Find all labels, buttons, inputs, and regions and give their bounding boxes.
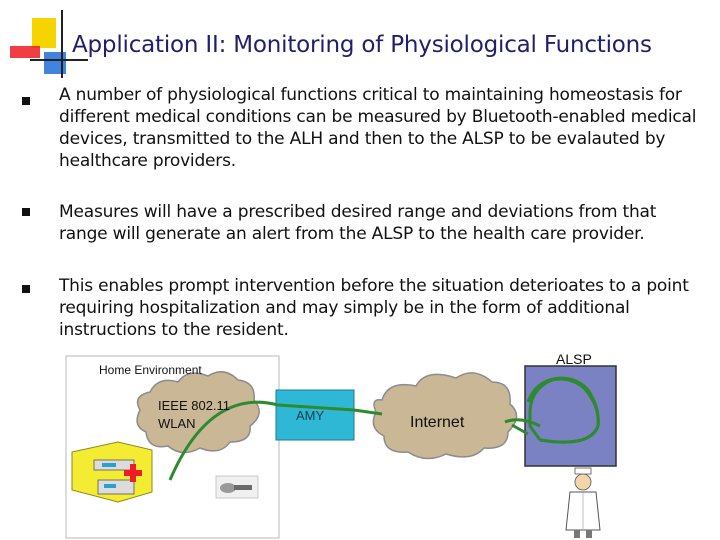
wlan-label-line1: IEEE 802.11 bbox=[158, 398, 231, 413]
alsp-label: ALSP bbox=[556, 351, 592, 367]
home-environment-label: Home Environment bbox=[99, 363, 202, 377]
amy-label: AMY bbox=[296, 408, 325, 423]
sensor-device-icon bbox=[216, 476, 258, 498]
bullet-marker-1 bbox=[22, 97, 30, 105]
medical-device-icon bbox=[72, 442, 152, 502]
bullet-text-2: Measures will have a prescribed desired range and deviations from that range will generate an alert from the ALSP to the health care provider. bbox=[59, 202, 657, 244]
bullet-marker-2 bbox=[22, 208, 30, 216]
bullet-text-3: This enables prompt intervention before the situation deterioates to a point requiring hospitalization and may simply be in the form of additional instructions to the resident. bbox=[59, 276, 689, 340]
wlan-label-line2: WLAN bbox=[158, 416, 196, 431]
bullet-text-1: A number of physiological functions critical to maintaining homeostasis for different medical conditions can be measured by Bluetooth-enabled medical devices, transmitted to the ALH and then to the ALSP to be evalauted by healthcare providers. bbox=[59, 85, 697, 171]
bullet-marker-3 bbox=[22, 285, 30, 293]
slide-title: Application II: Monitoring of Physiological Functions bbox=[72, 32, 652, 58]
internet-label: Internet bbox=[410, 414, 465, 431]
network-diagram bbox=[0, 330, 720, 540]
nurse-icon bbox=[566, 468, 600, 538]
